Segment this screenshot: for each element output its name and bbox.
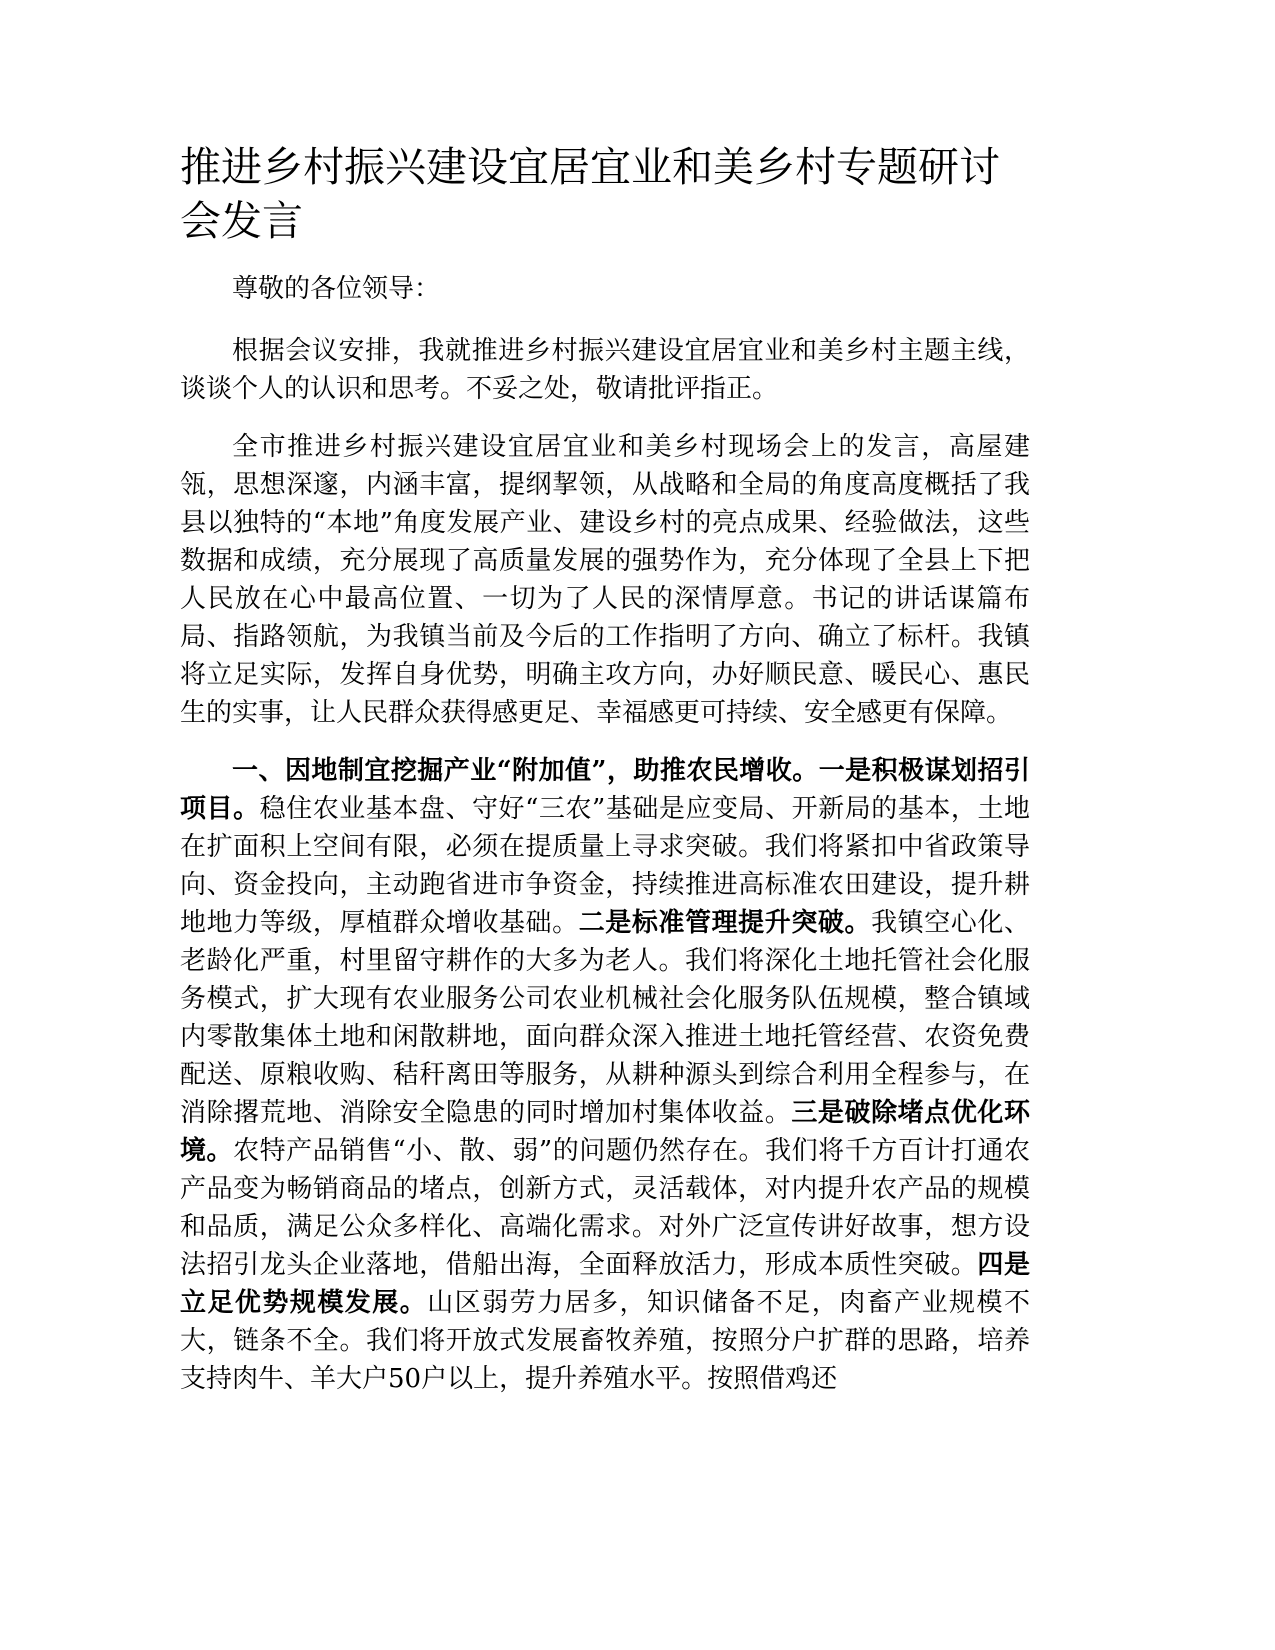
point-3-heading: 三是破除堵点优化环境。 xyxy=(180,1098,1030,1166)
overview-paragraph: 全市推进乡村振兴建设宜居宜业和美乡村现场会上的发言，高屋建瓴，思想深邃，内涵丰富，提纲挈领，从战略和全局的角度高度概括了我县以独特的“本地”角度发展产业、建设乡村的亮点成果、经验做法，这些数据和成绩，充分展现了高质量发展的强势作为，充分体现了全县上下把人民放在心中最高位置、一切为了人民的深情厚意。书记的讲话谋篇布局、指路领航，为我镇当前及今后的工作指明了方向、确立了标杆。我镇将立足实际，发挥自身优势，明确主攻方向，办好顺民意、暖民心、惠民生的实事，让人民群众获得感更足、幸福感更可持续、安全感更有保障。 xyxy=(180,432,1030,728)
point-1-body: 稳住农业基本盘、守好“三农”基础是应变局、开新局的基本，土地在扩面积上空间有限，必须在提质量上寻求突破。我们将紧扣中省政策导向、资金投向，主动跑省进市争资金，持续推进高标准农田建设，提升耕地地力等级，厚植群众增收基础。 xyxy=(180,794,1030,938)
point-3-body: 农特产品销售“小、散、弱”的问题仍然存在。我们将千方百计打通农产品变为畅销商品的堵点，创新方式，灵活载体，对内提升农产品的规模和品质，满足公众多样化、高端化需求。对外广泛宣传讲好故事，想方设法招引龙头企业落地，借船出海，全面释放活力，形成本质性突破。 xyxy=(180,1136,1030,1280)
section-1-heading: 一、因地制宜挖掘产业“附加值”，助推农民增收。 xyxy=(232,756,819,786)
point-2-body: 我镇空心化、老龄化严重，村里留守耕作的大多为老人。我们将深化土地托管社会化服务模式，扩大现有农业服务公司农业机械社会化服务队伍规模，整合镇域内零散集体土地和闲散耕地，面向群众深入推进土地托管经营、农资免费配送、原粮收购、秸秆离田等服务，从耕种源头到综合利用全程参与，在消除撂荒地、消除安全隐患的同时增加村集体收益。 xyxy=(180,908,1030,1128)
document-page xyxy=(180,140,1030,1418)
document-title: 推进乡村振兴建设宜居宜业和美乡村专题研讨会发言 xyxy=(180,143,1000,245)
point-1-heading: 一是积极谋划招引项目。 xyxy=(180,756,1030,824)
greeting-paragraph: 尊敬的各位领导： xyxy=(232,274,441,304)
intro-paragraph: 根据会议安排，我就推进乡村振兴建设宜居宜业和美乡村主题主线，谈谈个人的认识和思考。不妥之处，敬请批评指正。 xyxy=(180,336,1030,404)
point-2-heading: 二是标准管理提升突破。 xyxy=(578,908,872,938)
point-4-body: 山区弱劳力居多，知识储备不足，肉畜产业规模不大，链条不全。我们将开放式发展畜牧养殖，按照分户扩群的思路，培养支持肉牛、羊大户50户以上，提升养殖水平。按照借鸡还 xyxy=(180,1288,1030,1394)
section-1-paragraph xyxy=(180,752,1030,1398)
point-4-heading: 四是立足优势规模发展。 xyxy=(180,1250,1030,1318)
